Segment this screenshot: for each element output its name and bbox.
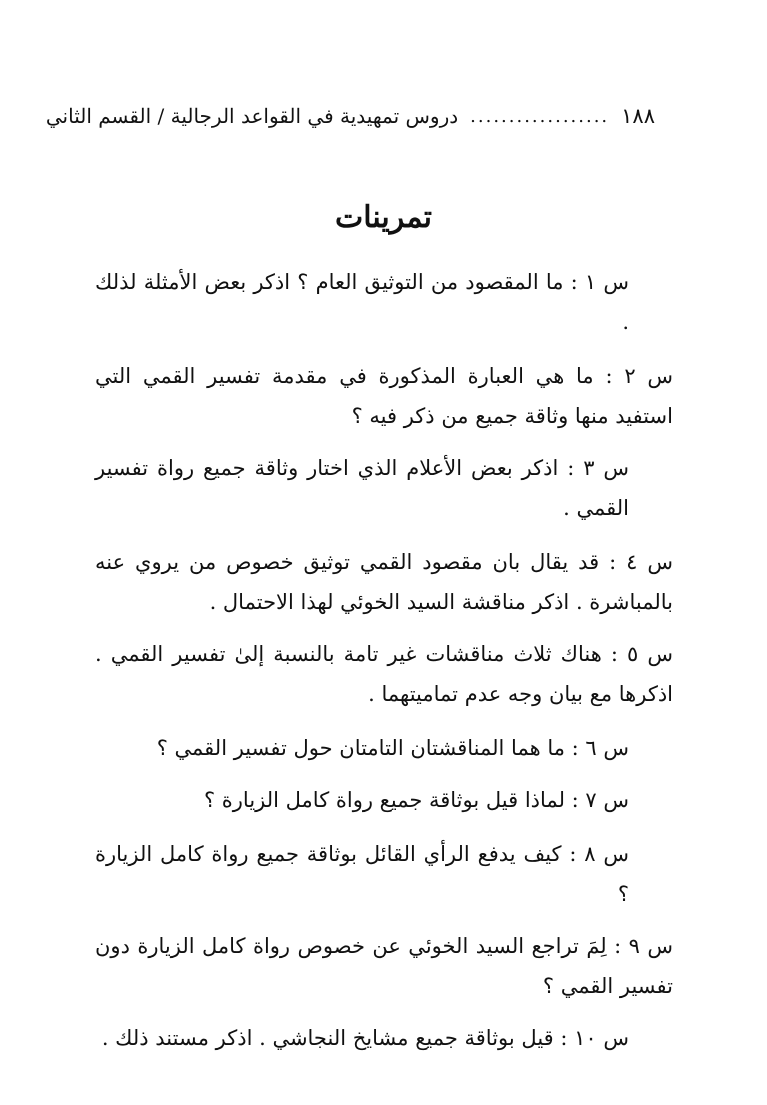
running-header-title: دروس تمهيدية في القواعد الرجالية / القسم الثاني <box>45 104 459 128</box>
exercise-question-6: س ٦ : ما هما المناقشتان التامتان حول تفسير القمي ؟ <box>156 736 629 760</box>
exercise-question-1: س ١ : ما المقصود من التوثيق العام ؟ اذكر بعض الأمثلة لذلك . <box>95 270 629 334</box>
header-dot-leader: .................. <box>470 105 610 127</box>
exercise-question-7: س ٧ : لماذا قيل بوثاقة جميع رواة كامل الزيارة ؟ <box>203 788 629 812</box>
exercise-question-8: س ٨ : كيف يدفع الرأي القائل بوثاقة جميع رواة كامل الزيارة ؟ <box>95 842 630 906</box>
exercise-question-2: س ٢ : ما هي العبارة المذكورة في مقدمة تفسير القمي التي استفيد منها وثاقة جميع من ذكر فيه ؟ <box>95 364 674 428</box>
section-title: تمرينات <box>334 200 433 235</box>
exercise-question-10: س ١٠ : قيل بوثاقة جميع مشايخ النجاشي . اذكر مستند ذلك . <box>101 1026 629 1050</box>
exercise-list <box>95 262 674 1058</box>
page-number: ١٨٨ <box>621 104 655 128</box>
exercise-question-4: س ٤ : قد يقال بان مقصود القمي توثيق خصوص من يروي عنه بالمباشرة . اذكر مناقشة السيد الخوئي لهذا الاحتمال . <box>95 550 674 614</box>
exercise-question-3: س ٣ : اذكر بعض الأعلام الذي اختار وثاقة جميع رواة تفسير القمي . <box>95 456 630 520</box>
exercise-question-5: س ٥ : هناك ثلاث مناقشات غير تامة بالنسبة إلىٰ تفسير القمي . اذكرها مع بيان وجه عدم تماميتهما . <box>95 642 673 706</box>
running-header <box>45 100 655 132</box>
exercise-question-9: س ٩ : لِمَ تراجع السيد الخوئي عن خصوص رواة كامل الزيارة دون تفسير القمي ؟ <box>95 934 674 998</box>
